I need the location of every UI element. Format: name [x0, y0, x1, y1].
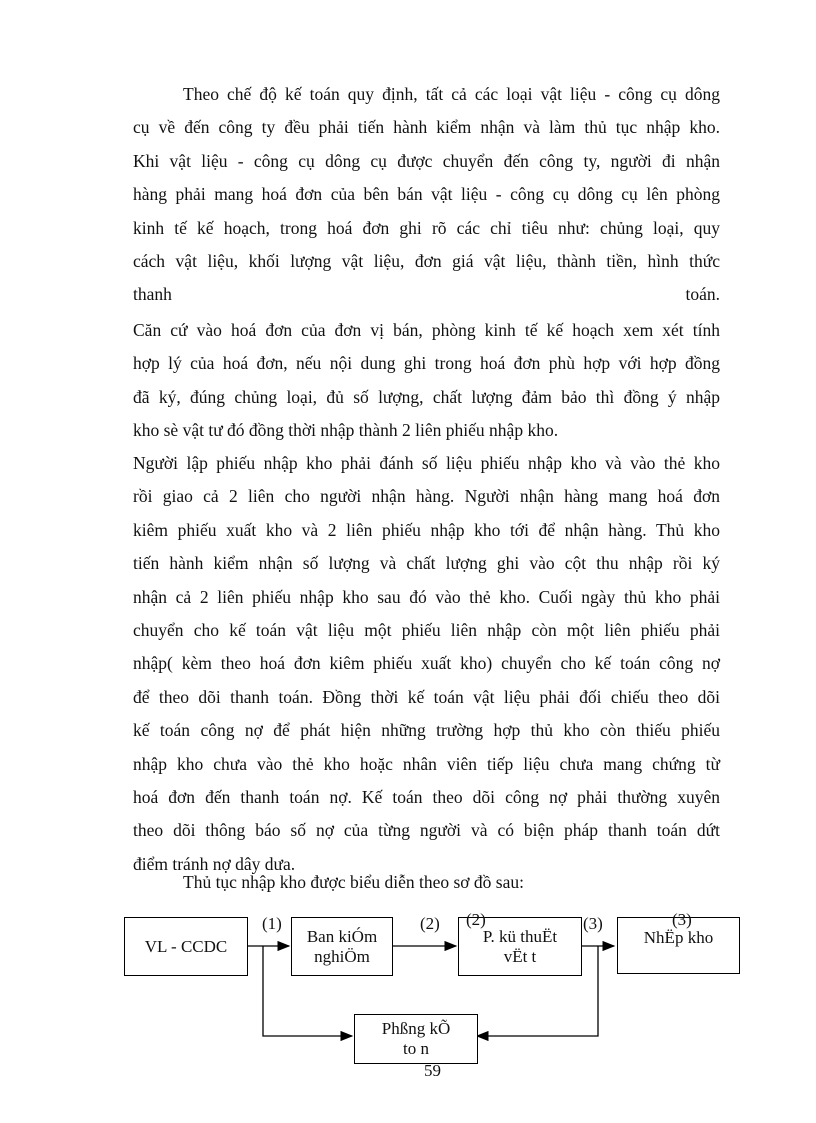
text-line: Theo chế độ kế toán quy định, tất cả các loại vật liệu - công cụ dông: [183, 84, 720, 104]
page-number: 59: [424, 1061, 441, 1080]
text-line: theo dõi thông báo số nợ của từng người và có biện pháp thanh toán dứt: [133, 820, 720, 841]
text-line: chuyển cho kế toán vật liệu một phiếu liên nhập còn một liên phiếu phải: [133, 619, 720, 640]
overlap-label-2: [466, 911, 486, 917]
box-materials-label: VL - CCDC: [144, 936, 228, 956]
text-line: tiến hành kiểm nhận số lượng và chất lượng ghi vào cột thu nhập rồi ký: [133, 553, 720, 574]
text-line: nhận cả 2 liên phiếu nhập kho sau đó vào thẻ kho. Cuối ngày thủ kho phải: [133, 586, 720, 607]
box-warehouse-label: NhËp kho: [643, 928, 714, 947]
box-inspection: [291, 917, 393, 976]
text-line: hoá đơn đến thanh toán nợ. Kế toán theo dõi công nợ phải thường xuyên: [133, 786, 720, 807]
text-line: rồi giao cả 2 liên cho người nhận hàng. Người nhận hàng mang hoá đơn: [133, 486, 720, 507]
text-line: Căn cứ vào hoá đơn của đơn vị bán, phòng kinh tế kế hoạch xem xét tính: [133, 320, 720, 340]
text-line: đã ký, đúng chủng loại, đủ số lượng, chất lượng đảm bảo thì đồng ý nhập: [133, 386, 720, 407]
text-line: điểm tránh nợ dây dưa.: [133, 853, 296, 874]
box-technical-line2: vËt t: [503, 946, 537, 966]
text-line: thanh toán.: [133, 284, 720, 305]
box-technical-line1: P. kü thuËt: [482, 926, 558, 946]
box-materials: [124, 917, 248, 976]
arrow-label-1: (1): [262, 914, 282, 933]
text-line: Khi vật liệu - công cụ dông cụ được chuyển đến công ty, người đi nhận: [133, 150, 720, 171]
text-line: hàng phải mang hoá đơn của bên bán vật liệu - công cụ dông cụ lên phòng: [133, 184, 720, 205]
arrow-label-2: (2): [420, 914, 440, 933]
text-line: kho sè vật tư đó đồng thời nhập thành 2 liên phiếu nhập kho.: [133, 420, 559, 441]
text-line: Người lập phiếu nhập kho phải đánh số liệu phiếu nhập kho và vào thẻ kho: [133, 453, 720, 473]
overlap-label-3: [672, 911, 692, 917]
text-line: nhập kho chưa vào thẻ kho hoặc nhân viên tiếp liệu chưa mang chứng từ: [133, 753, 720, 774]
text-line: cụ về đến công ty đều phải tiến hành kiểm nhận và làm thủ tục nhập kho.: [133, 117, 720, 138]
box-inspection-line1: Ban kiÓm: [306, 926, 378, 946]
box-accounting-line2: to n: [403, 1039, 429, 1058]
text-line: nhập( kèm theo hoá đơn kiêm phiếu xuất kho) chuyển cho kế toán công nợ: [133, 653, 720, 674]
text-line: để theo dõi thanh toán. Đồng thời kế toán vật liệu phải đối chiếu theo dõi: [133, 686, 720, 707]
text-line: kế toán công nợ để phát hiện những trường hợp thủ kho còn thiếu phiếu: [133, 720, 720, 741]
text-line: hợp lý của hoá đơn, nếu nội dung ghi trong hoá đơn phù hợp với hợp đồng: [133, 353, 720, 374]
text-line: Thủ tục nhập kho được biểu diễn theo sơ đồ sau:: [183, 872, 524, 892]
box-inspection-line2: nghiÖm: [314, 946, 370, 966]
box-accounting-line1: Phßng kÕ: [381, 1019, 451, 1038]
text-line: kiêm phiếu xuất kho và 2 liên phiếu nhập kho tới để nhận hàng. Thủ kho: [133, 519, 720, 540]
text-line: cách vật liệu, khối lượng vật liệu, đơn giá vật liệu, thành tiền, hình thức: [133, 250, 720, 271]
text-line: kinh tế kế hoạch, trong hoá đơn ghi rõ các chỉ tiêu như: chủng loại, quy: [133, 217, 720, 238]
box-accounting: [354, 1014, 478, 1064]
arrow-label-3: (3): [583, 914, 603, 933]
